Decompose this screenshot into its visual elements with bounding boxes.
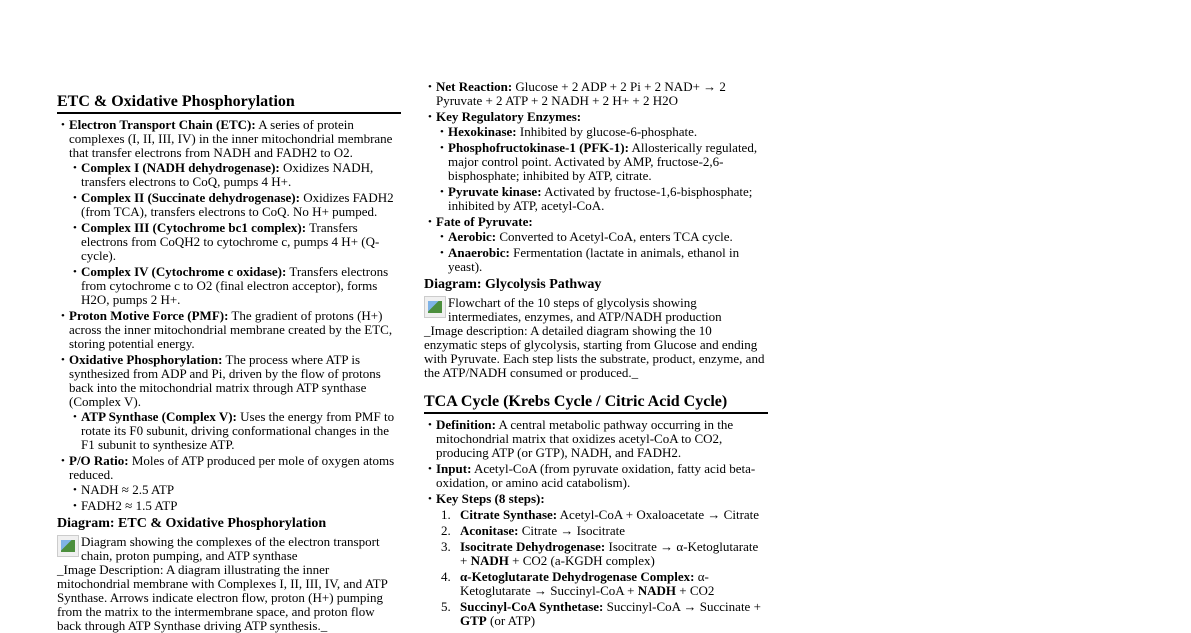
definition: Converted to Acetyl-CoA, enters TCA cycle. bbox=[496, 229, 733, 244]
product: NADH bbox=[637, 583, 677, 598]
list-item bbox=[69, 483, 401, 497]
step-item bbox=[424, 540, 768, 568]
sub-list bbox=[69, 161, 401, 307]
tca-section-title: TCA Cycle (Krebs Cycle / Citric Acid Cycle) bbox=[424, 392, 768, 414]
list-item bbox=[69, 161, 401, 189]
list-item bbox=[69, 221, 401, 263]
list-item bbox=[424, 215, 768, 274]
image-description: _Image Description: A diagram illustrating the inner mitochondrial membrane with Complexes I, II, III, IV, and ATP Synthase. Arrows indicate electron flow, proton (H+) pumping from the matrix to the intermembrane space, and proton flow back through ATP Synthase driving ATP synthesis._ bbox=[57, 562, 388, 633]
step-number: 3. bbox=[441, 539, 451, 554]
broken-image-icon bbox=[57, 535, 79, 557]
list-item bbox=[436, 185, 768, 213]
term: Net Reaction: bbox=[436, 79, 513, 94]
step-number: 2. bbox=[441, 523, 451, 538]
image-alt-text: Flowchart of the 10 steps of glycolysis showing intermediates, enzymes, and ATP/NADH production bbox=[448, 295, 722, 324]
definition: A series of protein complexes (I, II, III, IV) in the inner mitochondrial membrane that transfer electrons from NADH and FADH2 to O2. bbox=[69, 117, 393, 160]
enzyme: Succinyl-CoA Synthetase: bbox=[460, 599, 604, 614]
definition: The process where ATP is synthesized from ADP and Pi, driven by the flow of protons back into the mitochondrial matrix through ATP synthase (Complex V). bbox=[69, 352, 381, 409]
term: Definition: bbox=[436, 417, 496, 432]
broken-image-icon bbox=[424, 296, 446, 318]
enzyme: α-Ketoglutarate Dehydrogenase Complex: bbox=[460, 569, 695, 584]
definition: Fermentation (lactate in animals, ethanol in yeast). bbox=[448, 245, 740, 274]
term: Input: bbox=[436, 461, 472, 476]
definition: Activated by fructose-1,6-bisphosphate; inhibited by ATP, acetyl-CoA. bbox=[448, 184, 753, 213]
right-column bbox=[424, 80, 768, 630]
term: Oxidative Phosphorylation: bbox=[69, 352, 223, 367]
term: Complex III (Cytochrome bc1 complex): bbox=[81, 220, 307, 235]
step-number: 1. bbox=[441, 507, 451, 522]
definition: Moles of ATP produced per mole of oxygen atoms reduced. bbox=[69, 453, 395, 482]
list-item bbox=[424, 492, 768, 506]
term: Aerobic: bbox=[448, 229, 497, 244]
term: Key Steps (8 steps): bbox=[436, 491, 545, 506]
list-item bbox=[69, 410, 401, 452]
list-item bbox=[436, 125, 768, 139]
list-item bbox=[69, 191, 401, 219]
reaction-tail: + CO2 bbox=[676, 583, 715, 598]
definition: Transfers electrons from CoQH2 to cytochrome c, pumps 4 H+ (Q-cycle). bbox=[81, 220, 380, 263]
reaction: Isocitrate → α-Ketoglutarate + bbox=[460, 539, 759, 568]
term: Complex I (NADH dehydrogenase): bbox=[81, 160, 280, 175]
definition: FADH2 ≈ 1.5 ATP bbox=[81, 498, 178, 513]
glycolysis-diagram-title: Diagram: Glycolysis Pathway bbox=[424, 277, 602, 292]
definition: Oxidizes FADH2 (from TCA), transfers electrons to CoQ. No H+ pumped. bbox=[81, 190, 394, 219]
list-item bbox=[57, 309, 401, 351]
enzyme: Aconitase: bbox=[460, 523, 519, 538]
sub-list bbox=[436, 230, 768, 274]
list-item bbox=[69, 499, 401, 513]
step-item bbox=[424, 508, 768, 522]
sub-list bbox=[69, 483, 401, 513]
sub-list bbox=[69, 410, 401, 452]
definition: Transfers electrons from cytochrome c to O2 (final electron acceptor), forms H2O, pumps 2 H+. bbox=[81, 264, 389, 307]
step-number: 4. bbox=[441, 569, 451, 584]
list-item bbox=[436, 141, 768, 183]
definition: Uses the energy from PMF to rotate its F0 subunit, driving conformational changes in the F1 subunit to synthesize ATP. bbox=[81, 409, 395, 452]
product: GTP bbox=[460, 613, 487, 628]
step-item bbox=[424, 570, 768, 598]
term: Complex IV (Cytochrome c oxidase): bbox=[81, 264, 287, 279]
step-number: 5. bbox=[441, 599, 451, 614]
left-column bbox=[57, 92, 401, 633]
tca-steps bbox=[424, 508, 768, 628]
definition: Inhibited by glucose-6-phosphate. bbox=[516, 124, 698, 139]
list-item bbox=[57, 118, 401, 307]
step-item bbox=[424, 524, 768, 538]
enzyme: Citrate Synthase: bbox=[460, 507, 558, 522]
glycolysis-list bbox=[424, 80, 768, 274]
term: Proton Motive Force (PMF): bbox=[69, 308, 229, 323]
reaction: Citrate → Isocitrate bbox=[518, 523, 625, 538]
reaction: Succinyl-CoA → Succinate + bbox=[603, 599, 761, 614]
term: Fate of Pyruvate: bbox=[436, 214, 533, 229]
etc-diagram-figure bbox=[57, 535, 401, 563]
list-item bbox=[424, 80, 768, 108]
term: P/O Ratio: bbox=[69, 453, 129, 468]
term: Hexokinase: bbox=[448, 124, 517, 139]
term: Key Regulatory Enzymes: bbox=[436, 109, 582, 124]
image-alt-text: Diagram showing the complexes of the electron transport chain, proton pumping, and ATP synthase bbox=[81, 534, 380, 563]
term: ATP Synthase (Complex V): bbox=[81, 409, 237, 424]
reaction: α-Ketoglutarate → Succinyl-CoA + bbox=[460, 569, 709, 598]
list-item bbox=[57, 353, 401, 452]
definition: Oxidizes NADH, transfers electrons to CoQ, pumps 4 H+. bbox=[81, 160, 374, 189]
reaction: Acetyl-CoA + Oxaloacetate → Citrate bbox=[557, 507, 760, 522]
list-item bbox=[424, 462, 768, 490]
tca-list bbox=[424, 418, 768, 506]
list-item bbox=[57, 454, 401, 513]
glycolysis-diagram-figure bbox=[424, 296, 768, 324]
etc-diagram-title: Diagram: ETC & Oxidative Phosphorylation bbox=[57, 516, 327, 531]
etc-list bbox=[57, 118, 401, 513]
term: Pyruvate kinase: bbox=[448, 184, 542, 199]
definition: Glucose + 2 ADP + 2 Pi + 2 NAD+ → 2 Pyruvate + 2 ATP + 2 NADH + 2 H+ + 2 H2O bbox=[436, 79, 726, 108]
list-item bbox=[69, 265, 401, 307]
list-item bbox=[424, 110, 768, 213]
term: Phosphofructokinase-1 (PFK-1): bbox=[448, 140, 629, 155]
term: Electron Transport Chain (ETC): bbox=[69, 117, 256, 132]
term: Complex II (Succinate dehydrogenase): bbox=[81, 190, 300, 205]
definition: Acetyl-CoA (from pyruvate oxidation, fatty acid beta-oxidation, or amino acid catabolism). bbox=[436, 461, 756, 490]
etc-section-title: ETC & Oxidative Phosphorylation bbox=[57, 92, 401, 114]
definition: The gradient of protons (H+) across the inner mitochondrial membrane created by the ETC, storing potential energy. bbox=[69, 308, 393, 351]
definition: Allosterically regulated, major control point. Activated by AMP, fructose-2,6-bisphosphate; inhibited by ATP, citrate. bbox=[448, 140, 758, 183]
enzyme: Isocitrate Dehydrogenase: bbox=[460, 539, 606, 554]
definition: NADH ≈ 2.5 ATP bbox=[81, 482, 175, 497]
term: Anaerobic: bbox=[448, 245, 510, 260]
list-item bbox=[436, 230, 768, 244]
reaction-tail: (or ATP) bbox=[486, 613, 536, 628]
image-description: _Image description: A detailed diagram showing the 10 enzymatic steps of glycolysis, starting from Glucose and ending with Pyruvate. Each step lists the substrate, product, enzyme, and the ATP/NADH consumed or produced._ bbox=[424, 323, 765, 380]
step-item bbox=[424, 600, 768, 628]
product: NADH bbox=[470, 553, 509, 568]
list-item bbox=[436, 246, 768, 274]
list-item bbox=[424, 418, 768, 460]
reaction-tail: + CO2 (a-KGDH complex) bbox=[508, 553, 655, 568]
definition: A central metabolic pathway occurring in the mitochondrial matrix that oxidizes acetyl-CoA to CO2, producing ATP (or GTP), NADH, and FADH2. bbox=[436, 417, 734, 460]
sub-list bbox=[436, 125, 768, 213]
